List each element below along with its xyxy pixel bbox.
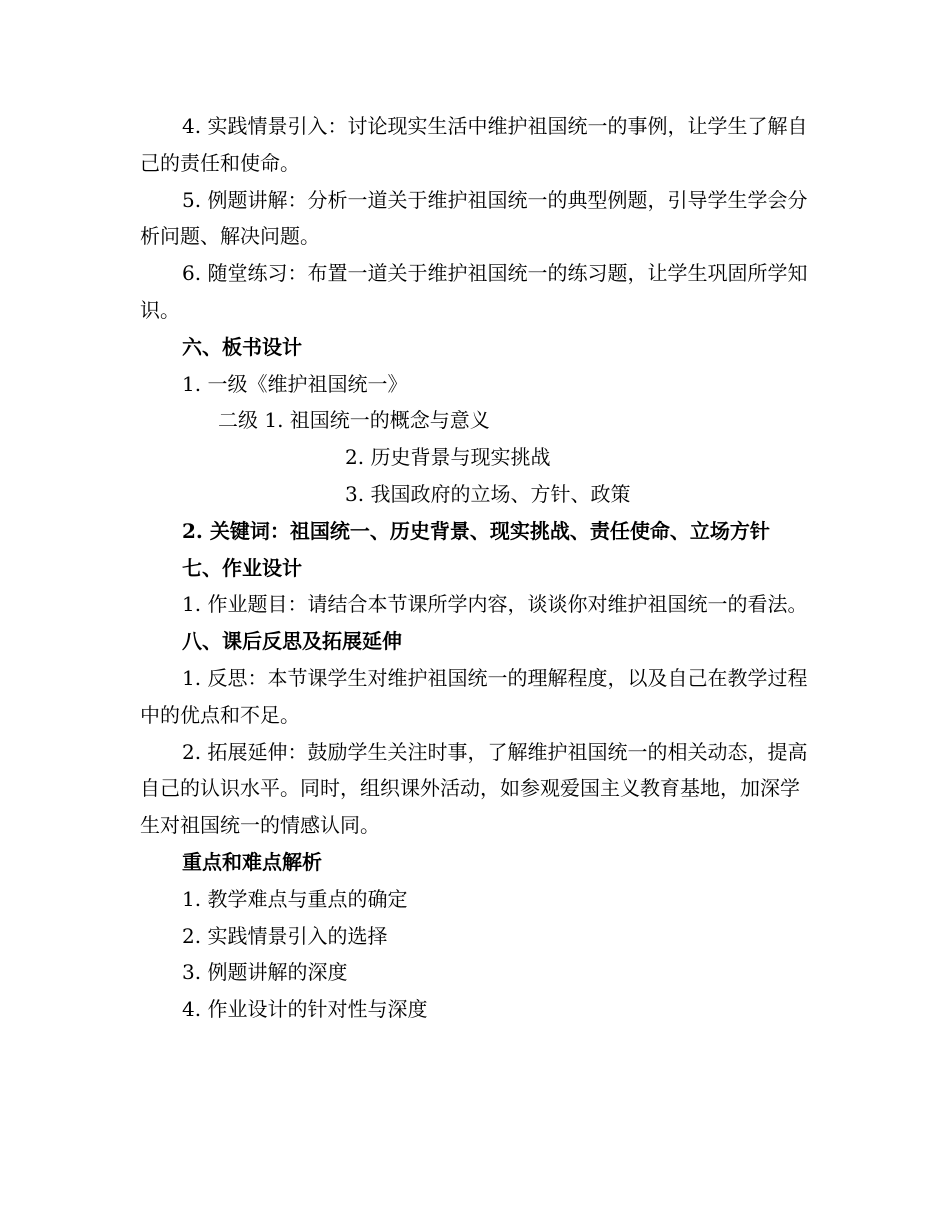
keypoints-item-1: 1. 教学难点与重点的确定 [182, 886, 408, 911]
board-level2-item-2: 2. 历史背景与现实挑战 [345, 445, 551, 470]
keypoints-item-3: 3. 例题讲解的深度 [182, 960, 348, 985]
homework-heading: 七、作业设计 [182, 555, 302, 580]
step-4-paragraph: 4. 实践情景引入：讨论现实生活中维护祖国统一的事例，让学生了解自己的责任和使命。 [140, 114, 808, 175]
board-design-heading: 六、板书设计 [182, 334, 302, 359]
board-level2-item-1: 二级 1. 祖国统一的概念与意义 [218, 408, 490, 433]
keypoints-item-4: 4. 作业设计的针对性与深度 [182, 997, 428, 1022]
reflection-item-2: 2. 拓展延伸：鼓励学生关注时事，了解维护祖国统一的相关动态，提高自己的认识水平。同时，组织课外活动，如参观爱国主义教育基地，加深学生对祖国统一的情感认同。 [140, 739, 808, 838]
board-level2-item-3: 3. 我国政府的立场、方针、政策 [345, 481, 631, 506]
step-6-paragraph: 6. 随堂练习：布置一道关于维护祖国统一的练习题，让学生巩固所学知识。 [140, 261, 808, 322]
step-5-paragraph: 5. 例题讲解：分析一道关于维护祖国统一的典型例题，引导学生学会分析问题、解决问题。 [140, 187, 808, 249]
board-level1: 1. 一级《维护祖国统一》 [182, 371, 408, 396]
document-body [140, 108, 812, 1028]
reflection-item-1: 1. 反思：本节课学生对维护祖国统一的理解程度，以及自己在教学过程中的优点和不足。 [140, 665, 808, 727]
homework-item-1: 1. 作业题目：请结合本节课所学内容，谈谈你对维护祖国统一的看法。 [182, 592, 808, 617]
board-keywords: 2. 关键词：祖国统一、历史背景、现实挑战、责任使命、立场方针 [182, 518, 770, 543]
keypoints-item-2: 2. 实践情景引入的选择 [182, 923, 388, 948]
keypoints-heading: 重点和难点解析 [182, 849, 322, 874]
reflection-heading: 八、课后反思及拓展延伸 [182, 629, 402, 654]
